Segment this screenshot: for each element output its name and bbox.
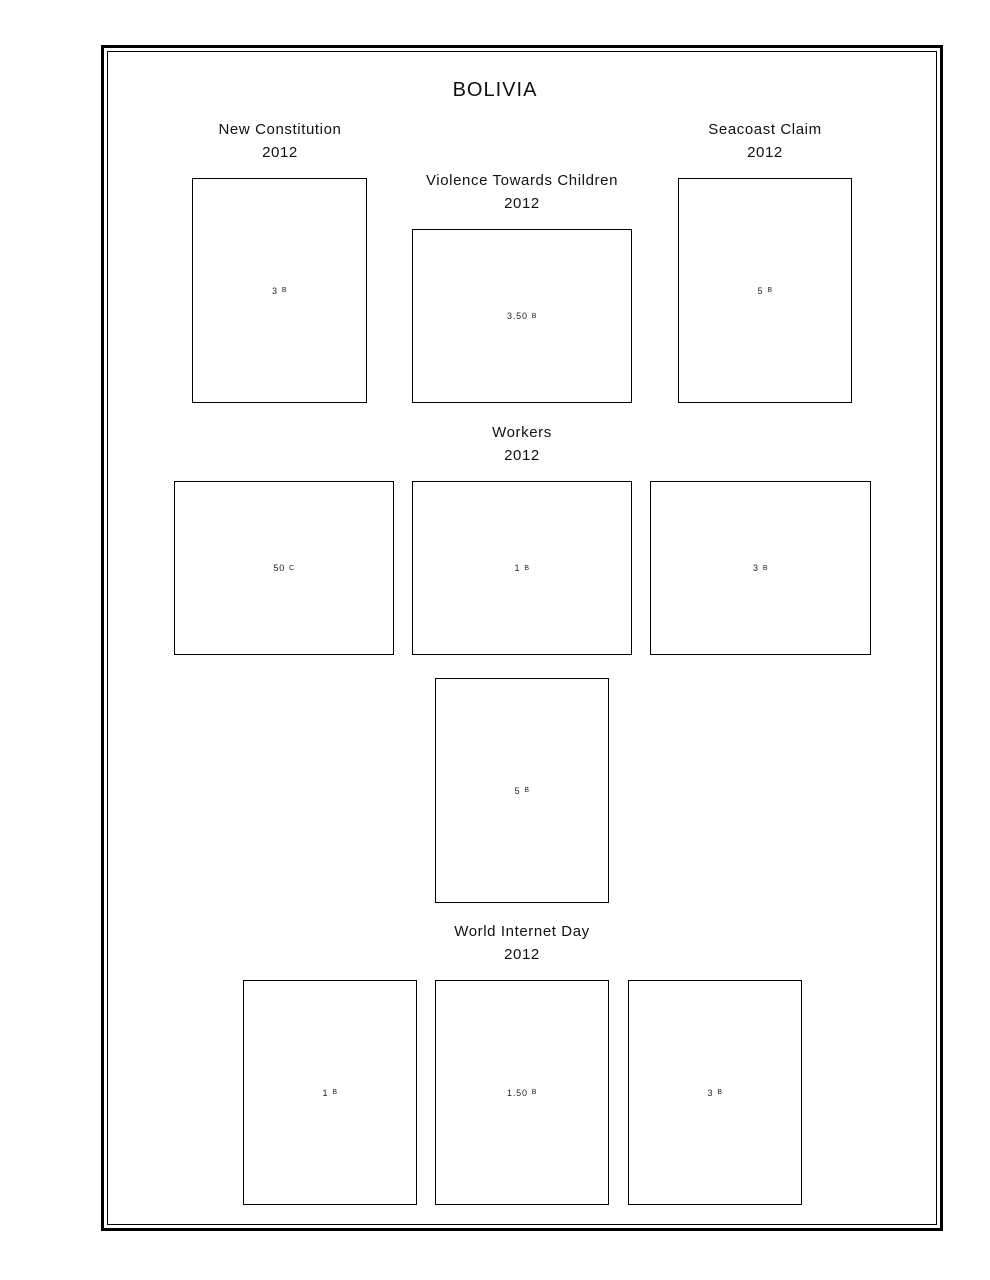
- stamp-space: [412, 481, 632, 655]
- section-title: World Internet Day: [454, 923, 590, 940]
- stamp-denomination: 1.50: [507, 1087, 528, 1098]
- page-title: BOLIVIA: [452, 79, 538, 101]
- stamp-currency: B: [762, 564, 768, 572]
- section-heading-new-constitution: [192, 118, 368, 164]
- stamp-denomination: 5: [757, 285, 764, 296]
- section-year: 2012: [747, 144, 783, 161]
- stamp-space: [650, 481, 871, 655]
- stamp-denomination: 3: [707, 1087, 714, 1098]
- stamp-space: [174, 481, 394, 655]
- stamp-currency: B: [332, 1089, 338, 1096]
- stamp-space: [678, 178, 852, 403]
- section-year: 2012: [504, 447, 540, 464]
- stamp-denomination: 5: [514, 785, 521, 796]
- stamp-space: [412, 229, 632, 403]
- section-year: 2012: [262, 144, 298, 161]
- stamp-space: [628, 980, 802, 1205]
- section-heading-world-internet-day: [412, 920, 632, 966]
- stamp-denomination: 50: [273, 563, 286, 573]
- stamp-currency: B: [717, 1089, 723, 1096]
- section-year: 2012: [504, 195, 540, 212]
- stamp-denomination: 3.50: [507, 311, 528, 321]
- section-title: Workers: [492, 424, 552, 441]
- section-title: Seacoast Claim: [708, 121, 822, 138]
- stamp-denomination: 1: [514, 563, 521, 573]
- section-heading-workers: [412, 421, 632, 467]
- stamp-denomination: 3: [272, 285, 278, 296]
- section-year: 2012: [504, 946, 540, 963]
- stamp-currency: B: [281, 287, 287, 294]
- section-heading-seacoast-claim: [678, 118, 852, 164]
- stamp-currency: B: [524, 564, 530, 572]
- stamp-space: [243, 980, 417, 1205]
- stamp-currency: B: [767, 287, 773, 294]
- stamp-denomination: 1: [322, 1087, 329, 1098]
- stamp-denomination: 3: [753, 563, 759, 573]
- section-title: Violence Towards Children: [425, 172, 619, 189]
- section-title: New Constitution: [218, 121, 342, 138]
- stamp-currency: C: [289, 564, 295, 572]
- stamp-currency: B: [531, 312, 537, 320]
- stamp-currency: B: [531, 1089, 537, 1096]
- stamp-currency: B: [524, 787, 530, 794]
- section-heading-violence-towards-children: [392, 169, 652, 215]
- stamp-space: [192, 178, 367, 403]
- stamp-space: [435, 678, 609, 903]
- stamp-space: [435, 980, 609, 1205]
